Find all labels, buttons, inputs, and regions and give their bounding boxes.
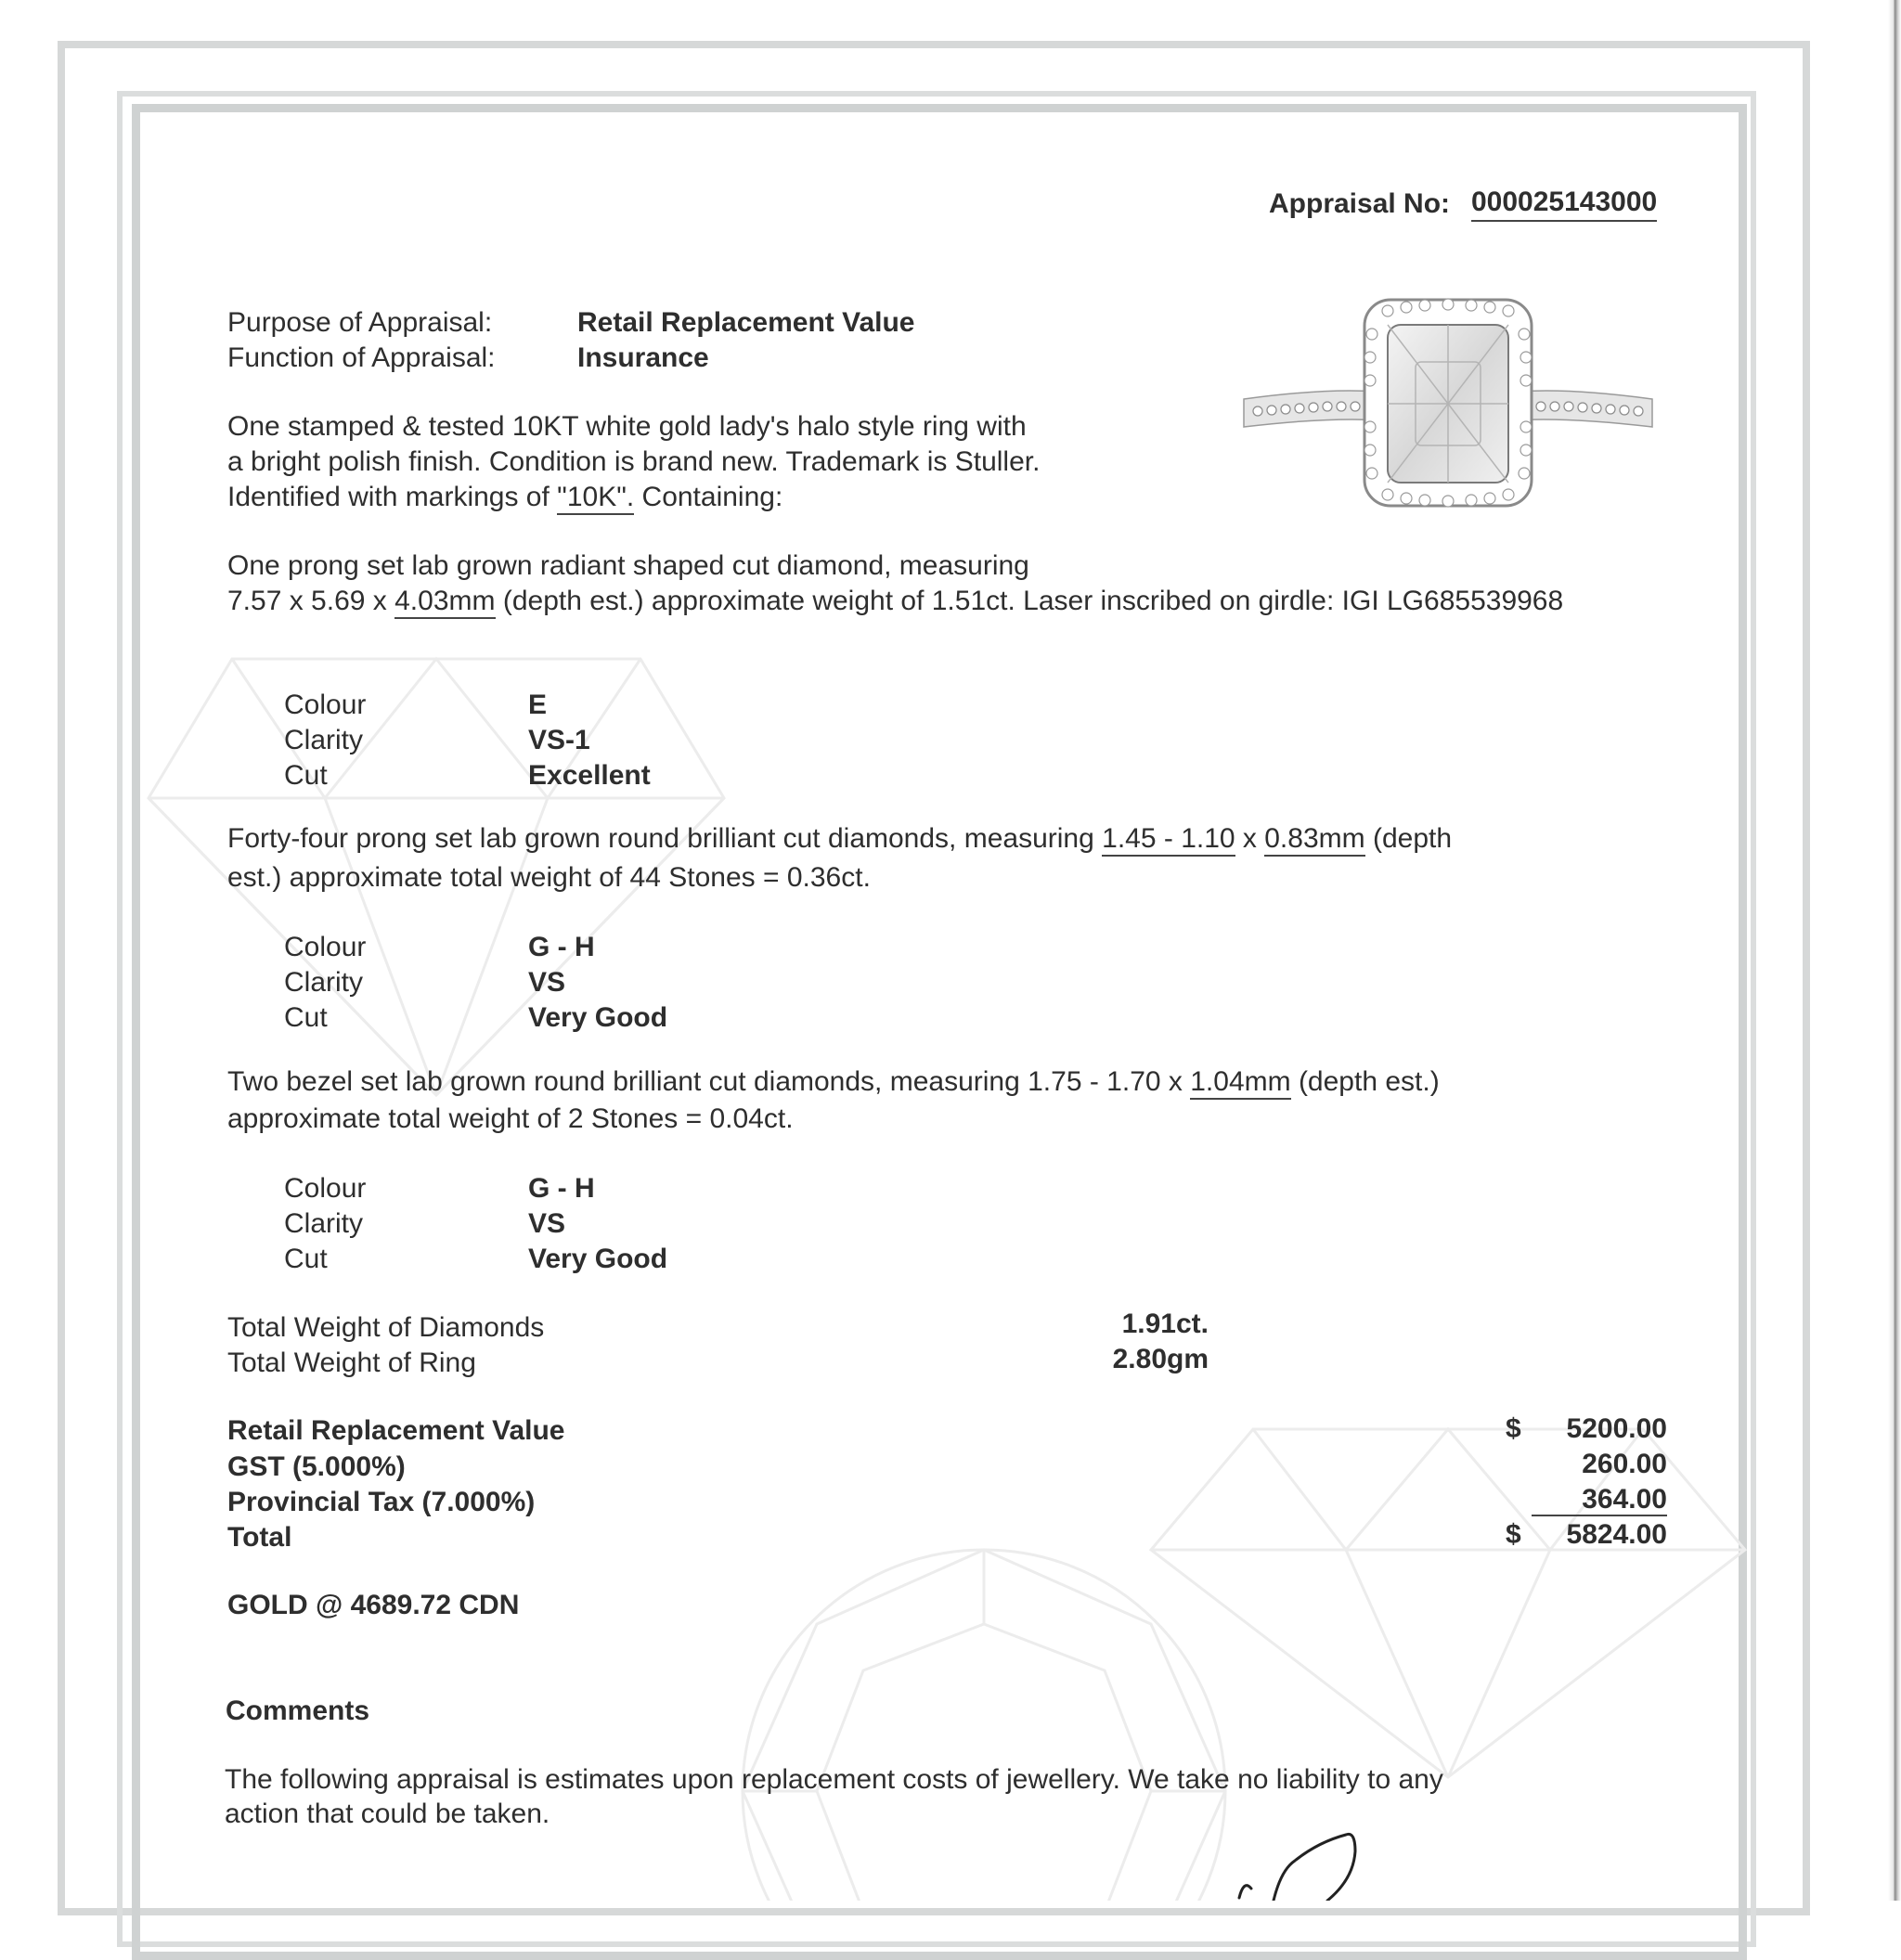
- grade-value: VS: [528, 1208, 566, 1239]
- comments-heading: Comments: [226, 1696, 370, 1726]
- center-stone-depth: 4.03mm: [394, 586, 495, 619]
- gst-amount: 260.00: [1582, 1449, 1667, 1479]
- bezel-stones-line-1-end: (depth est.): [1290, 1066, 1440, 1097]
- gst-label: GST (5.000%): [227, 1451, 406, 1482]
- grade-label: Cut: [284, 1244, 328, 1274]
- description-line-3-end: Containing:: [634, 482, 783, 512]
- ring-photo: [1235, 292, 1662, 515]
- gold-price: GOLD @ 4689.72 CDN: [227, 1590, 520, 1620]
- grade-label: Clarity: [284, 725, 364, 755]
- comments-line-1: The following appraisal is estimates upon replacement costs of jewellery. We take no liability to any: [225, 1764, 1443, 1795]
- grade-label: Clarity: [284, 967, 364, 998]
- description-line-1: One stamped & tested 10KT white gold lady's halo style ring with: [227, 411, 1027, 442]
- grade-label: Cut: [284, 1002, 328, 1033]
- side-stones-line-2: est.) approximate total weight of 44 Stones = 0.36ct.: [227, 862, 871, 893]
- grade-label: Colour: [284, 932, 367, 962]
- center-stone-line-2-end: (depth est.) approximate weight of 1.51ct. Laser inscribed on girdle: IGI LG685539968: [495, 586, 1564, 616]
- signature: [1216, 1824, 1374, 1901]
- function-value: Insurance: [577, 342, 709, 373]
- bezel-stones-intro: Two bezel set lab grown round brilliant cut diamonds, measuring 1.75 - 1.70 x: [227, 1066, 1191, 1097]
- grade-label: Cut: [284, 760, 328, 791]
- function-label: Function of Appraisal:: [227, 342, 496, 373]
- center-stone-dims: 7.57 x 5.69 x: [227, 586, 395, 616]
- side-stones-range: 1.45 - 1.10: [1102, 823, 1235, 857]
- grade-value: G - H: [528, 1173, 595, 1204]
- appraisal-number-label: Appraisal No:: [1269, 188, 1451, 219]
- grade-label: Colour: [284, 690, 367, 720]
- bezel-stones-line-2: approximate total weight of 2 Stones = 0.04ct.: [227, 1103, 794, 1134]
- total-diamonds-label: Total Weight of Diamonds: [227, 1312, 545, 1343]
- comments-line-2: action that could be taken.: [225, 1799, 550, 1829]
- grade-value: Excellent: [528, 760, 651, 791]
- grade-value: Very Good: [528, 1244, 668, 1274]
- total-ring-value: 2.80gm: [1112, 1344, 1209, 1374]
- pst-label: Provincial Tax (7.000%): [227, 1487, 536, 1517]
- retail-currency: $: [1506, 1413, 1521, 1444]
- bezel-stones-depth: 1.04mm: [1190, 1066, 1290, 1100]
- total-currency: $: [1506, 1519, 1521, 1550]
- center-stone-line-1: One prong set lab grown radiant shaped cut diamond, measuring: [227, 550, 1029, 581]
- side-stones-line-1-end: (depth: [1364, 823, 1453, 854]
- description-line-2: a bright polish finish. Condition is brand new. Trademark is Stuller.: [227, 446, 1041, 477]
- side-stones-x: x: [1235, 823, 1265, 854]
- description-line-3: [227, 481, 782, 514]
- retail-amount: 5200.00: [1566, 1413, 1667, 1444]
- grade-value: VS-1: [528, 725, 590, 755]
- grade-label: Colour: [284, 1173, 367, 1204]
- bezel-stones-line-1: [227, 1065, 1440, 1099]
- purpose-label: Purpose of Appraisal:: [227, 307, 493, 338]
- marking-value: "10K".: [557, 482, 634, 515]
- side-stones-depth: 0.83mm: [1264, 823, 1364, 857]
- appraisal-number: 000025143000: [1471, 186, 1657, 222]
- page-edge: [1888, 0, 1901, 1901]
- grade-value: E: [528, 690, 548, 720]
- sum-rule: [1532, 1515, 1667, 1516]
- description-line-3-start: Identified with markings of: [227, 482, 558, 512]
- center-stone-line-2: [227, 585, 1563, 618]
- total-amount: 5824.00: [1566, 1519, 1667, 1550]
- total-diamonds-value: 1.91ct.: [1121, 1309, 1209, 1339]
- side-stones-line-1: [227, 822, 1452, 856]
- total-ring-label: Total Weight of Ring: [227, 1348, 476, 1378]
- purpose-value: Retail Replacement Value: [577, 307, 915, 338]
- grade-value: G - H: [528, 932, 595, 962]
- grade-label: Clarity: [284, 1208, 364, 1239]
- grade-value: VS: [528, 967, 566, 998]
- grade-value: Very Good: [528, 1002, 668, 1033]
- retail-value-label: Retail Replacement Value: [227, 1415, 565, 1446]
- side-stones-intro: Forty-four prong set lab grown round brilliant cut diamonds, measuring: [227, 823, 1103, 854]
- total-label: Total: [227, 1522, 292, 1553]
- pst-amount: 364.00: [1582, 1484, 1667, 1515]
